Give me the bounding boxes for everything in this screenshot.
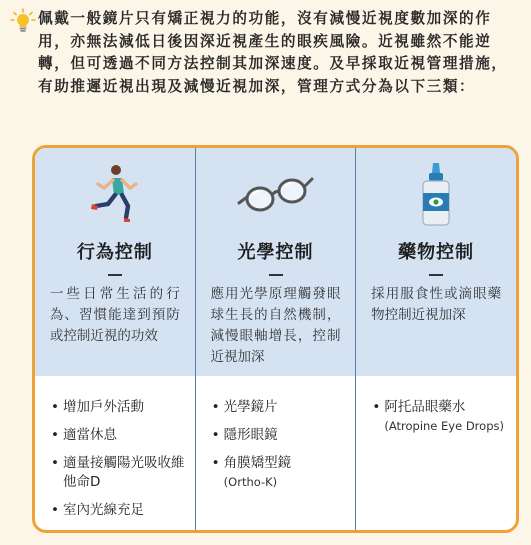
column-title: 光學控制 — [237, 242, 314, 263]
column-title: 藥物控制 — [398, 242, 475, 263]
card-bottom — [35, 376, 516, 530]
list-item: • 室內光線充足 — [51, 502, 144, 518]
list-item: • 適量接觸陽光吸收維他命D — [51, 455, 185, 490]
list-item: • 角膜矯型鏡 (Ortho-K) — [211, 455, 292, 489]
card-top — [35, 148, 516, 376]
column-optical-list — [196, 376, 357, 530]
column-optical — [196, 148, 357, 376]
list-item: • 光學鏡片 — [211, 399, 278, 415]
column-medication — [356, 148, 516, 376]
item-subtext: (Atropine Eye Drops) — [384, 419, 504, 433]
list-item: • 隱形眼鏡 — [211, 427, 278, 443]
divider-dash — [269, 274, 283, 276]
column-title: 行為控制 — [76, 242, 153, 263]
glasses-icon — [236, 169, 316, 219]
intro-text: 佩戴一般鏡片只有矯正視力的功能，沒有減慢近視度數加深的作用，亦無法減低日後因深近視產生的眼疾風險。近視雖然不能逆轉，但可透過不同方法控制其加深速度。及早採取近視管理措施，有助推遲近視出現及減慢近視加深，管理方式分為以下三類： — [38, 10, 508, 95]
column-behavior — [35, 148, 196, 376]
column-behavior-list — [35, 376, 196, 530]
list-item: • 增加戶外活動 — [51, 399, 144, 415]
intro — [10, 8, 522, 98]
myopia-control-card — [32, 145, 519, 533]
item-subtext: (Ortho-K) — [223, 475, 278, 489]
divider-dash — [108, 274, 122, 276]
column-description: 一些日常生活的行為、習慣能達到預防或控制近視的功效 — [49, 286, 180, 344]
column-description: 應用光學原理觸發眼球生長的自然機制，減慢眼軸增長，控制近視加深 — [210, 286, 341, 365]
eye-drop-bottle-icon — [416, 161, 456, 227]
divider-dash — [429, 274, 443, 276]
lightbulb-icon — [10, 8, 36, 34]
list-item: • 適當休息 — [51, 427, 117, 443]
column-description: 採用服食性或滴眼藥物控制近視加深 — [371, 286, 502, 323]
running-person-icon — [80, 162, 150, 226]
column-medication-list — [356, 376, 516, 530]
list-item: • 阿托品眼藥水 (Atropine Eye Drops) — [372, 399, 504, 433]
